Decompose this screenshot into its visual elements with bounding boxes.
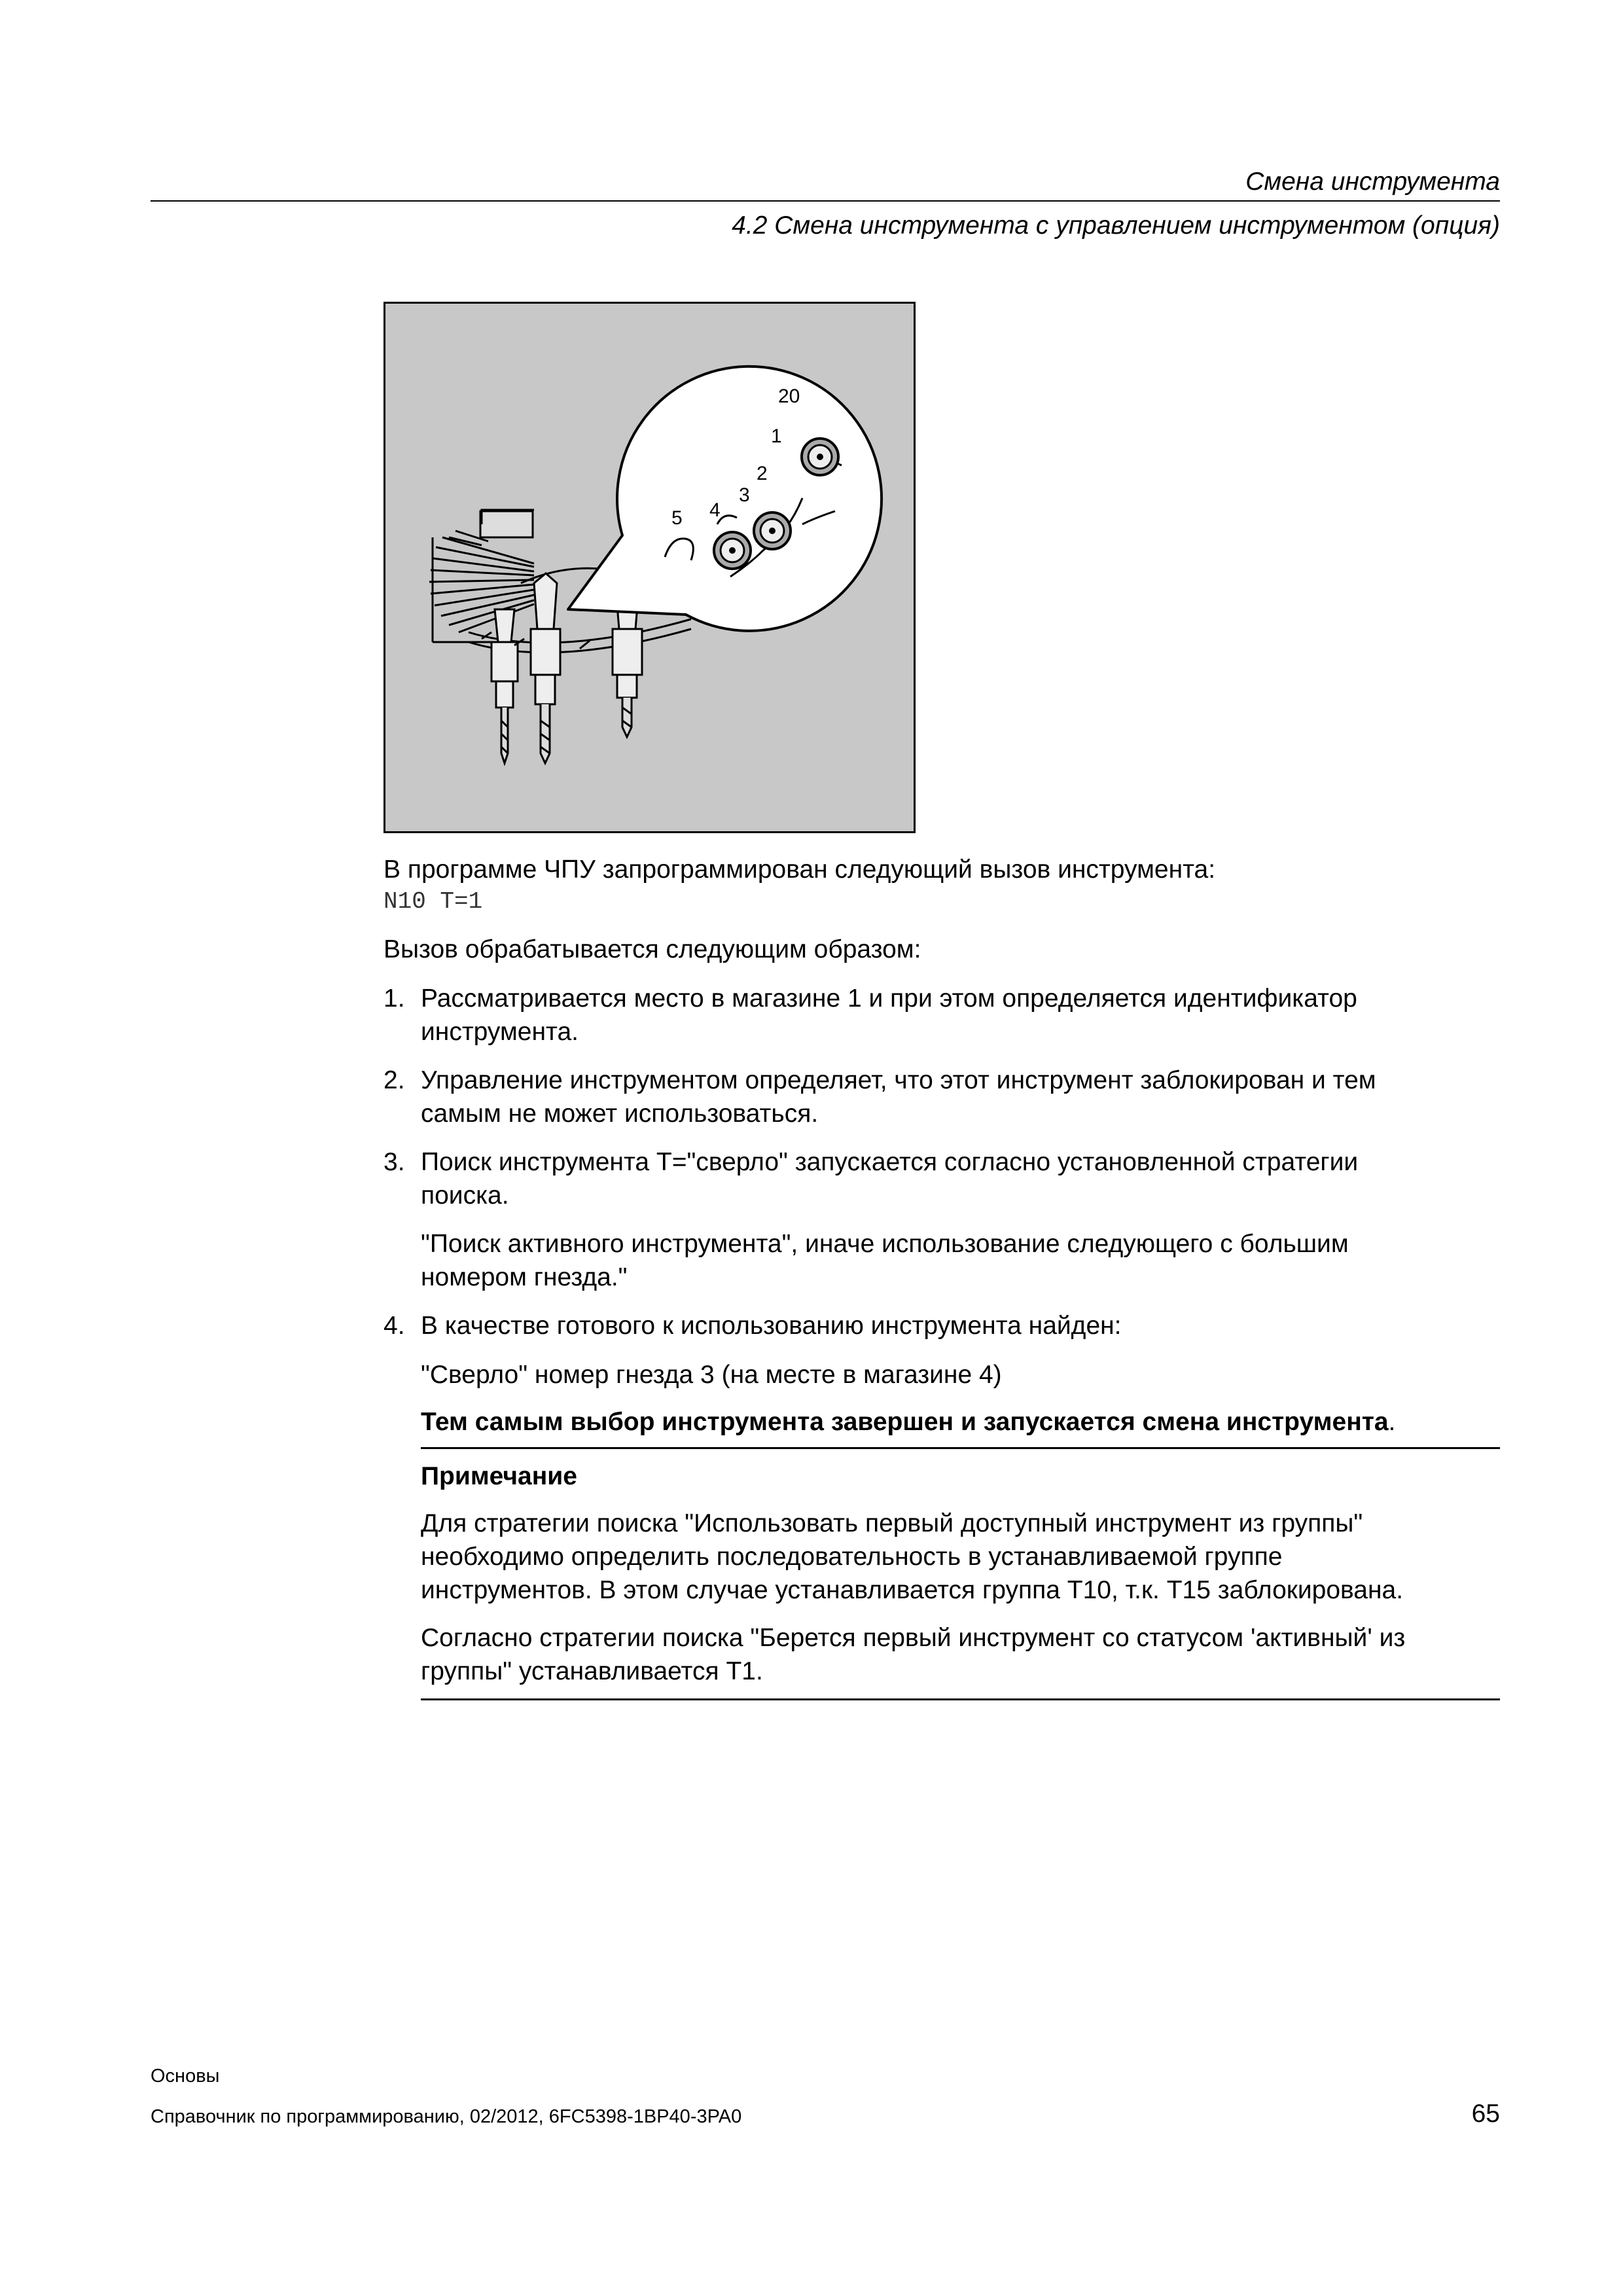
note-p2-line-1: Согласно стратегии поиска "Берется первый инструмент со статусом 'активный' из xyxy=(421,1624,1406,1652)
step-4-sub: "Сверло" номер гнезда 3 (на месте в магазине 4) xyxy=(421,1361,1002,1389)
step-3-line-1: Поиск инструмента T="сверло" запускается согласно установленной стратегии xyxy=(421,1148,1359,1176)
step-4-line: В качестве готового к использованию инструмента найден: xyxy=(421,1312,1122,1340)
step-3-sub-line-1: "Поиск активного инструмента", иначе использование следующего с большим xyxy=(421,1230,1349,1258)
slot-label-5: 5 xyxy=(671,507,683,529)
page-number: 65 xyxy=(1471,2100,1500,2128)
slot-label-20: 20 xyxy=(778,386,800,407)
intro-paragraph: В программе ЧПУ запрограммирован следующий вызов инструмента: xyxy=(383,855,1216,884)
step-3-line-2: поиска. xyxy=(421,1181,509,1210)
tool-magazine-figure xyxy=(383,302,916,833)
step-3-number: 3. xyxy=(383,1148,405,1176)
note-p1-line-2: необходимо определить последовательность в устанавливаемой группе xyxy=(421,1543,1283,1571)
code-line: N10 T=1 xyxy=(383,888,483,915)
step-1-line-1: Рассматривается место в магазине 1 и при этом определяется идентификатор xyxy=(421,984,1357,1013)
step-1-line-2: инструмента. xyxy=(421,1018,579,1046)
note-top-rule xyxy=(421,1447,1500,1449)
slot-label-3: 3 xyxy=(739,484,750,506)
slot-label-1: 1 xyxy=(771,425,782,447)
note-p1-line-3: инструментов. В этом случае устанавливается группа T10, т.к. T15 заблокирована. xyxy=(421,1576,1404,1604)
header-rule xyxy=(151,200,1500,202)
note-bottom-rule xyxy=(421,1698,1500,1700)
conclusion-bold: Тем самым выбор инструмента завершен и запускается смена инструмента xyxy=(421,1408,1389,1436)
footer-manual-info: Справочник по программированию, 02/2012, 6FC5398-1BP40-3PA0 xyxy=(151,2106,742,2127)
step-3-sub-line-2: номером гнезда." xyxy=(421,1263,628,1291)
step-2-line-2: самым не может использоваться. xyxy=(421,1100,819,1128)
note-title: Примечание xyxy=(421,1462,577,1490)
conclusion-paragraph xyxy=(421,1405,1395,1439)
step-2-number: 2. xyxy=(383,1066,405,1094)
running-header-chapter: Смена инструмента xyxy=(1245,168,1500,196)
conclusion-period: . xyxy=(1388,1408,1396,1436)
step-4-number: 4. xyxy=(383,1312,405,1340)
step-1-number: 1. xyxy=(383,984,405,1013)
note-p1-line-1: Для стратегии поиска "Использовать первый доступный инструмент из группы" xyxy=(421,1509,1363,1537)
processing-paragraph: Вызов обрабатывается следующим образом: xyxy=(383,935,921,963)
note-p2-line-2: группы" устанавливается T1. xyxy=(421,1657,763,1685)
running-header-section: 4.2 Смена инструмента с управлением инструментом (опция) xyxy=(732,211,1500,240)
step-2-line-1: Управление инструментом определяет, что этот инструмент заблокирован и тем xyxy=(421,1066,1376,1094)
slot-label-2: 2 xyxy=(757,463,768,484)
slot-label-4: 4 xyxy=(709,499,721,521)
footer-book-title: Основы xyxy=(151,2066,220,2087)
